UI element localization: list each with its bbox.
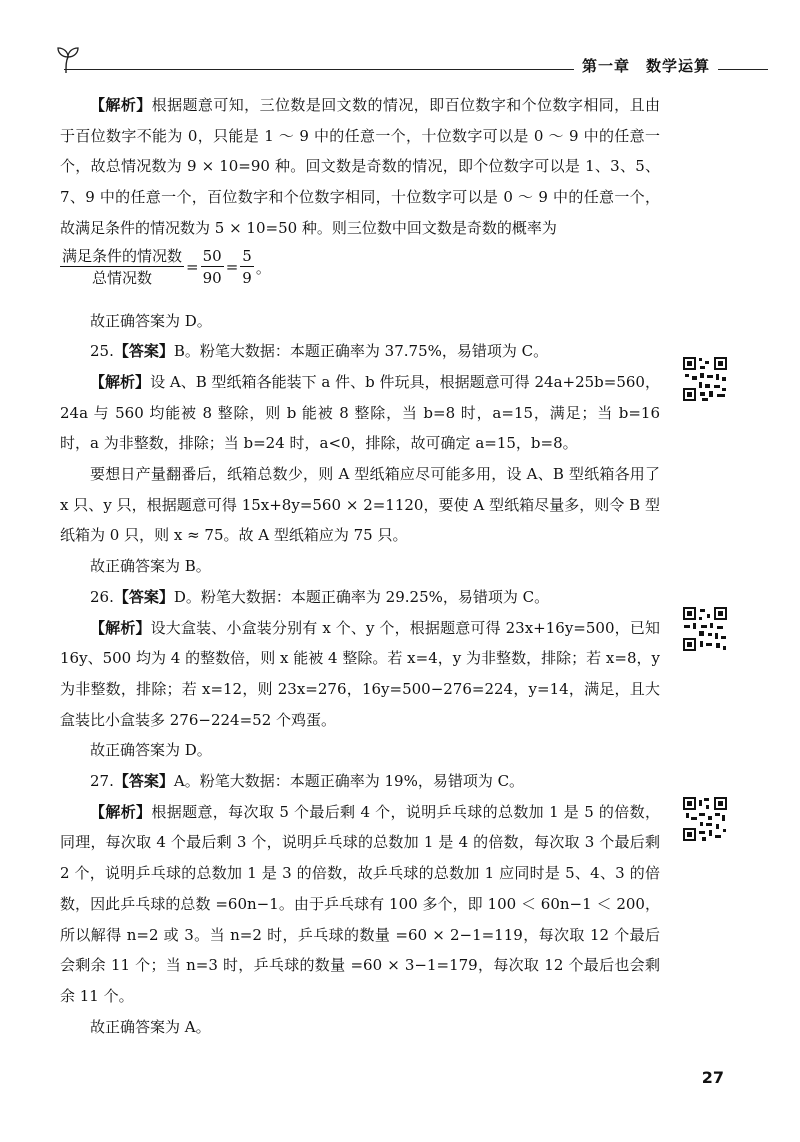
page-content	[60, 90, 660, 1042]
page-header	[50, 45, 768, 75]
fraction-numerator: 满足条件的情况数	[62, 246, 183, 265]
analysis-paragraph	[60, 90, 660, 244]
equals-sign: =	[225, 258, 239, 277]
answer-line	[60, 582, 660, 613]
analysis-paragraph	[60, 367, 660, 459]
answer-tag: 【答案】	[113, 587, 174, 606]
fraction-denominator: 总情况数	[92, 268, 153, 287]
analysis-tag: 【解析】	[90, 802, 152, 821]
question-number: 27.	[90, 772, 114, 791]
fraction-numerator: 50	[202, 246, 222, 265]
analysis-tag: 【解析】	[90, 96, 152, 114]
answer-text: D。粉笔大数据：本题正确率为 29.25%，易错项为 C。	[173, 587, 550, 606]
conclusion: 故正确答案为 D。	[90, 741, 212, 760]
answer-line	[60, 766, 660, 797]
answer-tag: 【答案】	[113, 342, 174, 361]
page-number: 27	[701, 1068, 724, 1087]
equals-sign: =	[186, 258, 199, 277]
fraction-count	[201, 246, 224, 289]
analysis-text: 设大盒装、小盒装分别有 x 个、y 个，根据题意可得 23x+16y=500，已知 16y、500 均为 4 的整数倍，则 x 能被 4 整除。若 x=4，y 为非整数，排除；若 x=8，y 为非整数，排除；若 x=12，则 23x=276，16y=500−276=224，y=14，满足，且大盒装比小盒装多 276−224=52 个鸡蛋。	[60, 618, 660, 729]
fraction-result	[240, 246, 254, 289]
fraction-denominator: 90	[202, 268, 222, 287]
analysis-paragraph	[60, 797, 660, 1012]
qr-code-icon	[682, 796, 728, 842]
analysis-text: 设 A、B 型纸箱各能装下 a 件、b 件玩具，根据题意可得 24a+25b=560，24a 与 560 均能被 8 整除，则 b 能被 8 整除，当 b=8 时，a=15，满足；当 b=16 时，a 为非整数，排除；当 b=24 时，a<0，排除，故可确定 a=15，b=8。	[60, 372, 660, 453]
chapter-title: 第一章 数学运算	[574, 55, 718, 76]
fraction-condition	[60, 246, 184, 289]
analysis-text: 根据题意，每次取 5 个最后剩 4 个，说明乒乓球的总数加 1 是 5 的倍数，同理，每次取 4 个最后剩 3 个，说明乒乓球的总数加 1 是 4 的倍数，每次取 3 个最后剩 2 个，说明乒乓球的总数加 1 是 3 的倍数，故乒乓球的总数加 1 应同时是 5、4、3 的倍数，因此乒乓球的总数 =60n−1。由于乒乓球有 100 多个，即 100 ＜ 60n−1 ＜ 200，所以解得 n=2 或 3。当 n=2 时，乒乓球的数量 =60 × 2−1=119，每次取 12 个最后会剩余 11 个；当 n=3 时，乒乓球的数量 =60 × 3−1=179，每次取 12 个最后也会剩余 11 个。	[60, 802, 660, 1005]
analysis-tag: 【解析】	[90, 618, 151, 637]
answer-tag: 【答案】	[113, 772, 174, 791]
answer-text: A。粉笔大数据：本题正确率为 19%，易错项为 C。	[173, 772, 525, 791]
analysis-tag: 【解析】	[90, 372, 151, 391]
conclusion: 故正确答案为 A。	[90, 1017, 211, 1036]
analysis-text: 根据题意可知，三位数是回文数的情况，即百位数字和个位数字相同，且由于百位数字不能为 0，只能是 1 ～ 9 中的任意一个，十位数字可以是 0 ～ 9 中的任意一个，故总情况数为 9 × 10=90 种。回文数是奇数的情况，即个位数字可以是 1、3、5、7、9 中的任意一个，百位数字和个位数字相同，十位数字可以是 0 ～ 9 中的任意一个，故满足条件的情况数为 5 × 10=50 种。则三位数中回文数是奇数的概率为	[60, 96, 660, 237]
analysis-paragraph	[60, 613, 660, 736]
question-number: 26.	[90, 587, 114, 606]
question-number: 25.	[90, 342, 114, 361]
sprout-icon	[56, 45, 90, 75]
probability-formula	[60, 246, 660, 296]
fraction-numerator: 5	[242, 246, 252, 265]
analysis-paragraph: 要想日产量翻番后，纸箱总数少，则 A 型纸箱应尽可能多用，设 A、B 型纸箱各用了 x 只、y 只，根据题意可得 15x+8y=560 × 2=1120，要使 A 型纸箱尽量多，则令 B 型纸箱为 0 只，则 x ≈ 75。故 A 型纸箱应为 75 只。	[60, 465, 660, 545]
answer-text: B。粉笔大数据：本题正确率为 37.75%，易错项为 C。	[173, 342, 549, 361]
qr-code-icon	[682, 356, 728, 402]
conclusion: 故正确答案为 B。	[90, 557, 211, 576]
formula-end: 。	[255, 258, 271, 277]
answer-line	[60, 336, 660, 367]
conclusion: 故正确答案为 D。	[90, 311, 212, 330]
fraction-denominator: 9	[242, 268, 252, 287]
qr-code-icon	[682, 606, 728, 652]
